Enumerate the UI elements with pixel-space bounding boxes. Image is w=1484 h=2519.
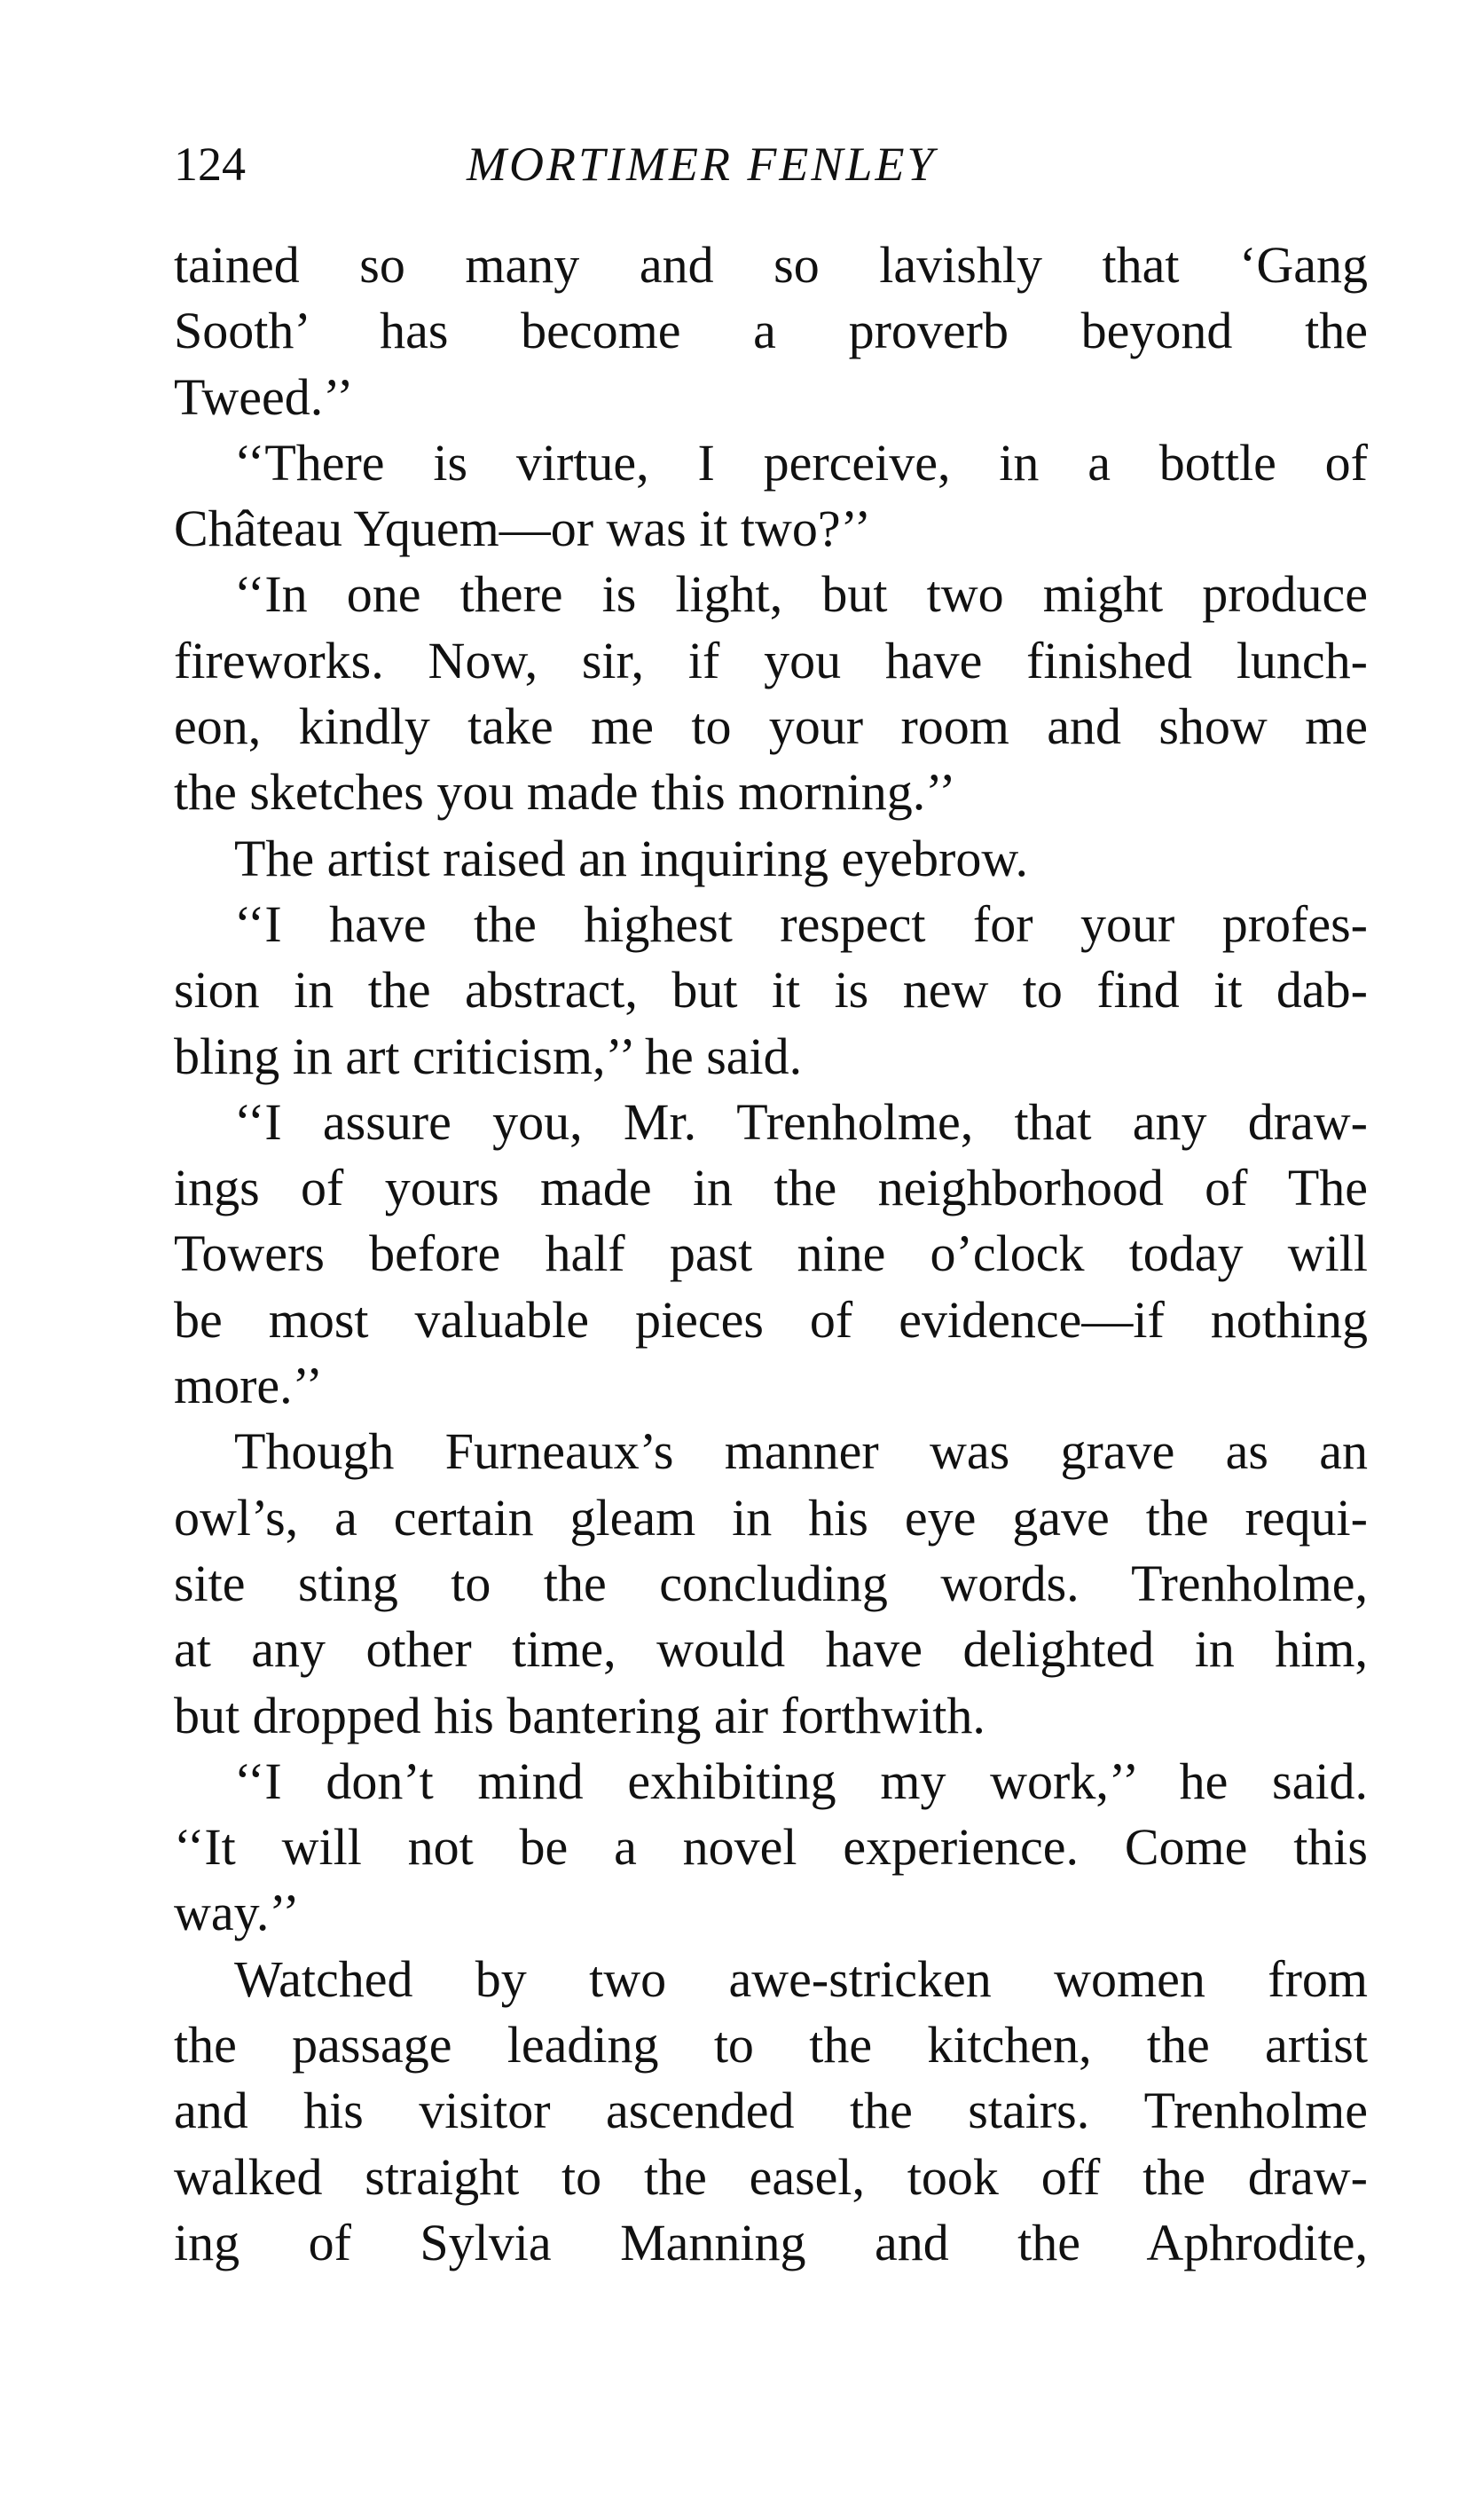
text-line: ‘‘I don’t mind exhibiting my work,’’ he said.	[234, 1751, 1368, 1810]
text-line: the sketches you made this morning.’’	[174, 763, 956, 822]
text-line: ings of yours made in the neighborhood of The	[174, 1159, 1368, 1217]
body-text	[174, 232, 1368, 2276]
text-line: site sting to the concluding words. Trenholme,	[174, 1554, 1368, 1612]
text-line: tained so many and so lavishly that ‘Gang	[174, 236, 1368, 294]
page-header	[174, 133, 1371, 195]
page-number: 124	[174, 138, 246, 191]
text-line: owl’s, a certain gleam in his eye gave the requi-	[174, 1488, 1368, 1547]
text-line: ‘‘It will not be a novel experience. Come this	[174, 1818, 1368, 1877]
text-line: bling in art criticism,’’ he said.	[174, 1027, 803, 1085]
text-line: walked straight to the easel, took off the draw-	[174, 2147, 1368, 2206]
text-line: the passage leading to the kitchen, the artist	[174, 2016, 1368, 2074]
text-line: sion in the abstract, but it is new to find it dab-	[174, 961, 1368, 1019]
text-line: be most valuable pieces of evidence—if nothing	[174, 1290, 1368, 1349]
text-line: and his visitor ascended the stairs. Trenholme	[174, 2082, 1368, 2140]
text-line: eon, kindly take me to your room and show me	[174, 697, 1368, 756]
text-line: ing of Sylvia Manning and the Aphrodite,	[174, 2213, 1368, 2271]
text-line: Château Yquem—or was it two?’’	[174, 500, 872, 558]
text-line: way.’’	[174, 1884, 300, 1942]
text-line: ‘‘I have the highest respect for your profes-	[234, 894, 1368, 953]
text-line: more.’’	[174, 1357, 323, 1415]
text-line: Tweed.’’	[174, 367, 354, 426]
text-line: at any other time, would have delighted in him,	[174, 1620, 1368, 1679]
text-line: Though Furneaux’s manner was grave as an	[234, 1422, 1368, 1481]
text-line: ‘‘There is virtue, I perceive, in a bottle of	[234, 433, 1368, 492]
text-line: but dropped his bantering air forthwith.	[174, 1686, 985, 1744]
running-title: MORTIMER FENLEY	[467, 138, 937, 191]
text-line: Watched by two awe-stricken women from	[234, 1949, 1368, 2008]
text-line: ‘‘I assure you, Mr. Trenholme, that any draw-	[234, 1092, 1368, 1151]
text-line: Towers before half past nine o’clock today will	[174, 1224, 1368, 1283]
text-line: fireworks. Now, sir, if you have finished lunch-	[174, 631, 1368, 689]
text-line: ‘‘In one there is light, but two might produce	[234, 565, 1368, 624]
text-line: The artist raised an inquiring eyebrow.	[234, 829, 1028, 887]
text-line: Sooth’ has become a proverb beyond the	[174, 302, 1368, 360]
